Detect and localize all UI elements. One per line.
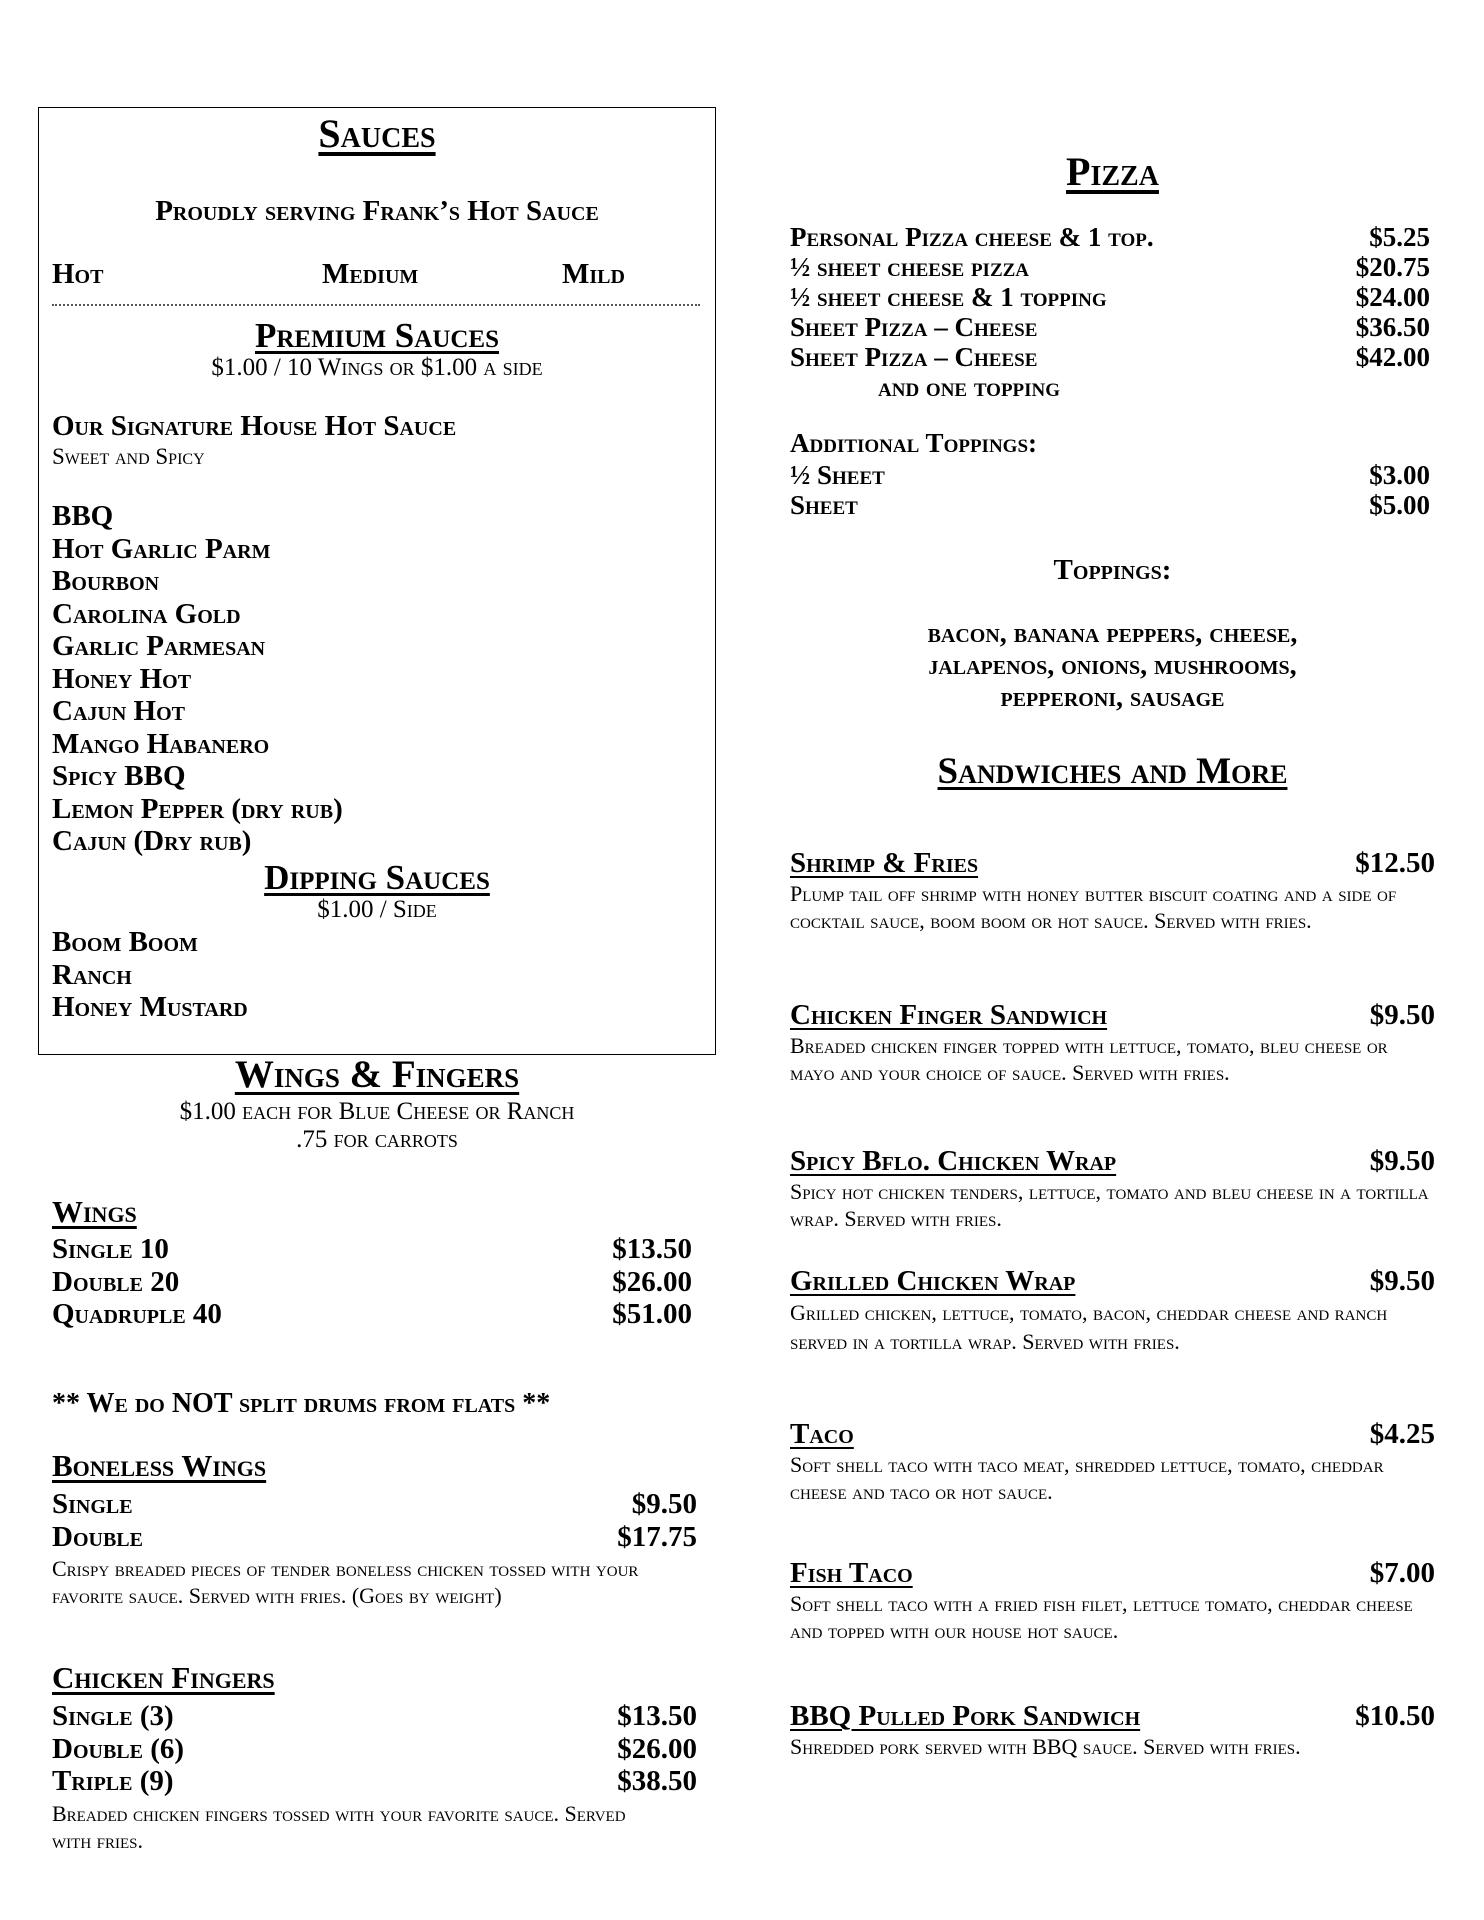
toppings-line: jalapenos, onions, mushrooms, [928, 650, 1297, 681]
item-desc: Soft shell taco with taco meat, shredded lettuce, tomato, cheddar cheese and taco or hot sauce. [790, 1452, 1384, 1504]
item-name: Sheet [790, 490, 858, 520]
item-price: $9.50 [1369, 999, 1435, 1031]
item-price: $7.00 [1369, 1557, 1435, 1589]
toppings-list [790, 618, 1435, 714]
menu-row [52, 1765, 697, 1798]
menu-row [52, 1266, 692, 1299]
fingers-title: Chicken Fingers [52, 1660, 275, 1695]
premium-sauces-title: Premium Sauces [254, 316, 500, 355]
item-price: $20.75 [1355, 252, 1430, 282]
item-desc: Breaded chicken finger topped with lettuce, tomato, bleu cheese or mayo and your choice of sauce. Served with fries. [790, 1033, 1388, 1085]
pizza-title: Pizza [1066, 149, 1159, 194]
item-name: Double (6) [52, 1732, 185, 1765]
item-name: ½ sheet cheese & 1 topping [790, 282, 1107, 312]
signature-sauce-desc: Sweet and Spicy [52, 444, 205, 469]
wings-fingers-title: Wings & Fingers [234, 1053, 520, 1096]
item-price: $17.75 [617, 1521, 697, 1553]
item-desc: Grilled chicken, lettuce, tomato, bacon, cheddar cheese and ranch served in a tortilla wrap. Served with fries. [790, 1300, 1388, 1354]
toppings-line: pepperoni, sausage [1000, 682, 1225, 713]
wings-note-dressing: $1.00 each for Blue Cheese or Ranch [179, 1098, 575, 1125]
premium-sauces-price: $1.00 / 10 Wings or $1.00 a side [211, 354, 543, 381]
item-name: Spicy Bflo. Chicken Wrap [790, 1145, 1117, 1177]
sandwiches-title: Sandwiches and More [937, 751, 1288, 792]
item-price: $9.50 [1369, 1265, 1435, 1297]
sandwich-item [790, 847, 1435, 934]
heat-divider [52, 304, 700, 306]
wings-title: Wings [52, 1194, 137, 1229]
sandwich-item [790, 1145, 1435, 1232]
sauce-item: Honey Hot [52, 662, 192, 695]
item-name: ½ sheet cheese pizza [790, 252, 1030, 282]
sauce-item: Lemon Pepper (dry rub) [52, 792, 343, 825]
split-note: ** We do NOT split drums from flats ** [52, 1388, 551, 1419]
sandwich-item [790, 1418, 1435, 1505]
menu-row [790, 1557, 1435, 1590]
menu-row [52, 1233, 692, 1266]
heat-hot: Hot [52, 258, 104, 290]
menu-row [52, 1733, 697, 1766]
menu-row [52, 1298, 692, 1331]
item-name: Fish Taco [790, 1557, 913, 1589]
item-name: Sheet Pizza – Cheese [790, 342, 1038, 372]
wings-note-carrots: .75 for carrots [296, 1126, 458, 1153]
premium-sauce-list [52, 500, 692, 858]
additional-toppings-title: Additional Toppings: [790, 428, 1038, 458]
item-name: Double 20 [52, 1265, 180, 1298]
pizza-list [790, 222, 1430, 402]
item-price: $10.50 [1355, 1700, 1435, 1732]
item-name: ½ Sheet [790, 460, 885, 490]
item-price: $26.00 [617, 1732, 697, 1765]
item-price: $13.50 [617, 1700, 697, 1732]
item-name: Shrimp & Fries [790, 847, 979, 879]
sandwich-item [790, 1265, 1435, 1356]
fingers-list [52, 1700, 697, 1798]
item-price: $3.00 [1369, 460, 1430, 490]
item-name: Double [52, 1521, 143, 1553]
item-name: Taco [790, 1418, 854, 1450]
toppings-line: bacon, banana peppers, cheese, [927, 618, 1298, 649]
item-price: $51.00 [612, 1298, 692, 1330]
item-price: $12.50 [1355, 847, 1435, 879]
menu-row [790, 282, 1430, 312]
boneless-list [52, 1488, 697, 1554]
item-name: BBQ Pulled Pork Sandwich [790, 1700, 1141, 1732]
sandwich-item [790, 1700, 1435, 1760]
item-price: $13.50 [612, 1233, 692, 1265]
item-price: $5.00 [1369, 490, 1430, 520]
menu-row [790, 1418, 1435, 1451]
item-name: Personal Pizza cheese & 1 top. [790, 222, 1154, 252]
and-one-topping: and one topping [878, 372, 1061, 402]
dipping-sauces-price: $1.00 / Side [317, 896, 437, 923]
sauce-item: Cajun (Dry rub) [52, 825, 252, 857]
item-desc: Soft shell taco with a fried fish filet, lettuce tomato, cheddar cheese and topped with our house hot sauce. [790, 1591, 1413, 1643]
sandwich-item [790, 999, 1435, 1086]
toppings-title: Toppings: [1053, 554, 1172, 586]
sauce-item: Cajun Hot [52, 695, 185, 727]
item-price: $4.25 [1369, 1418, 1435, 1450]
boneless-desc: Crispy breaded pieces of tender boneless chicken tossed with your favorite sauce. Served with fries. (Goes by weight) [52, 1556, 639, 1608]
menu-row [790, 490, 1430, 520]
dipping-sauces-title: Dipping Sauces [264, 858, 490, 897]
sauce-item: Honey Mustard [52, 991, 248, 1023]
item-price: $9.50 [631, 1488, 697, 1520]
fingers-desc: Breaded chicken fingers tossed with your favorite sauce. Served with fries. [52, 1801, 626, 1853]
item-desc: Shredded pork served with BBQ sauce. Served with fries. [790, 1734, 1301, 1759]
item-price: $9.50 [1369, 1145, 1435, 1177]
menu-row [790, 847, 1435, 880]
sandwich-item [790, 1557, 1435, 1644]
item-name: Grilled Chicken Wrap [790, 1265, 1076, 1297]
sauce-item: Boom Boom [52, 926, 198, 958]
wings-list [52, 1233, 692, 1331]
franks-note: Proudly serving Frank’s Hot Sauce [155, 195, 599, 227]
sauce-item: Mango Habanero [52, 727, 270, 760]
item-name: Single [52, 1488, 133, 1520]
item-price: $5.25 [1369, 222, 1430, 252]
sauce-item: Carolina Gold [52, 597, 241, 630]
sauces-title: Sauces [318, 111, 436, 156]
item-name: Single 10 [52, 1233, 169, 1265]
menu-row [52, 1521, 697, 1554]
boneless-title: Boneless Wings [52, 1448, 267, 1483]
item-name: Sheet Pizza – Cheese [790, 312, 1038, 342]
menu-row [52, 1488, 697, 1521]
signature-sauce: Our Signature House Hot Sauce [52, 410, 457, 442]
sauce-item: Spicy BBQ [52, 760, 186, 792]
item-desc: Plump tail off shrimp with honey butter biscuit coating and a side of cocktail sauce, boom boom or hot sauce. Served with fries. [790, 881, 1397, 933]
item-price: $36.50 [1355, 312, 1430, 342]
menu-row [790, 999, 1435, 1032]
item-price: $38.50 [617, 1765, 697, 1797]
sauce-item: BBQ [52, 500, 114, 532]
sauce-item: Hot Garlic Parm [52, 532, 271, 565]
menu-row [790, 222, 1430, 252]
item-desc: Spicy hot chicken tenders, lettuce, tomato and bleu cheese in a tortilla wrap. Served with fries. [790, 1179, 1429, 1231]
item-name: Single (3) [52, 1700, 174, 1732]
menu-row [790, 252, 1430, 282]
item-price: $26.00 [612, 1265, 692, 1298]
menu-row [790, 1145, 1435, 1178]
menu-row [790, 1265, 1435, 1298]
item-price: $24.00 [1355, 282, 1430, 312]
item-name: Chicken Finger Sandwich [790, 999, 1108, 1031]
menu-row [790, 312, 1430, 342]
heat-medium: Medium [322, 258, 419, 290]
heat-mild: Mild [562, 258, 625, 290]
item-name: Triple (9) [52, 1765, 174, 1797]
additional-toppings-list [790, 460, 1430, 520]
sauce-item: Ranch [52, 958, 132, 991]
menu-row [790, 1700, 1435, 1733]
item-name: Quadruple 40 [52, 1298, 222, 1330]
item-price: $42.00 [1355, 342, 1430, 372]
menu-row [790, 460, 1430, 490]
sauce-item: Garlic Parmesan [52, 630, 266, 662]
dipping-sauce-list [52, 926, 692, 1024]
menu-row [52, 1700, 697, 1733]
menu-row [790, 342, 1430, 372]
sauce-item: Bourbon [52, 565, 160, 597]
